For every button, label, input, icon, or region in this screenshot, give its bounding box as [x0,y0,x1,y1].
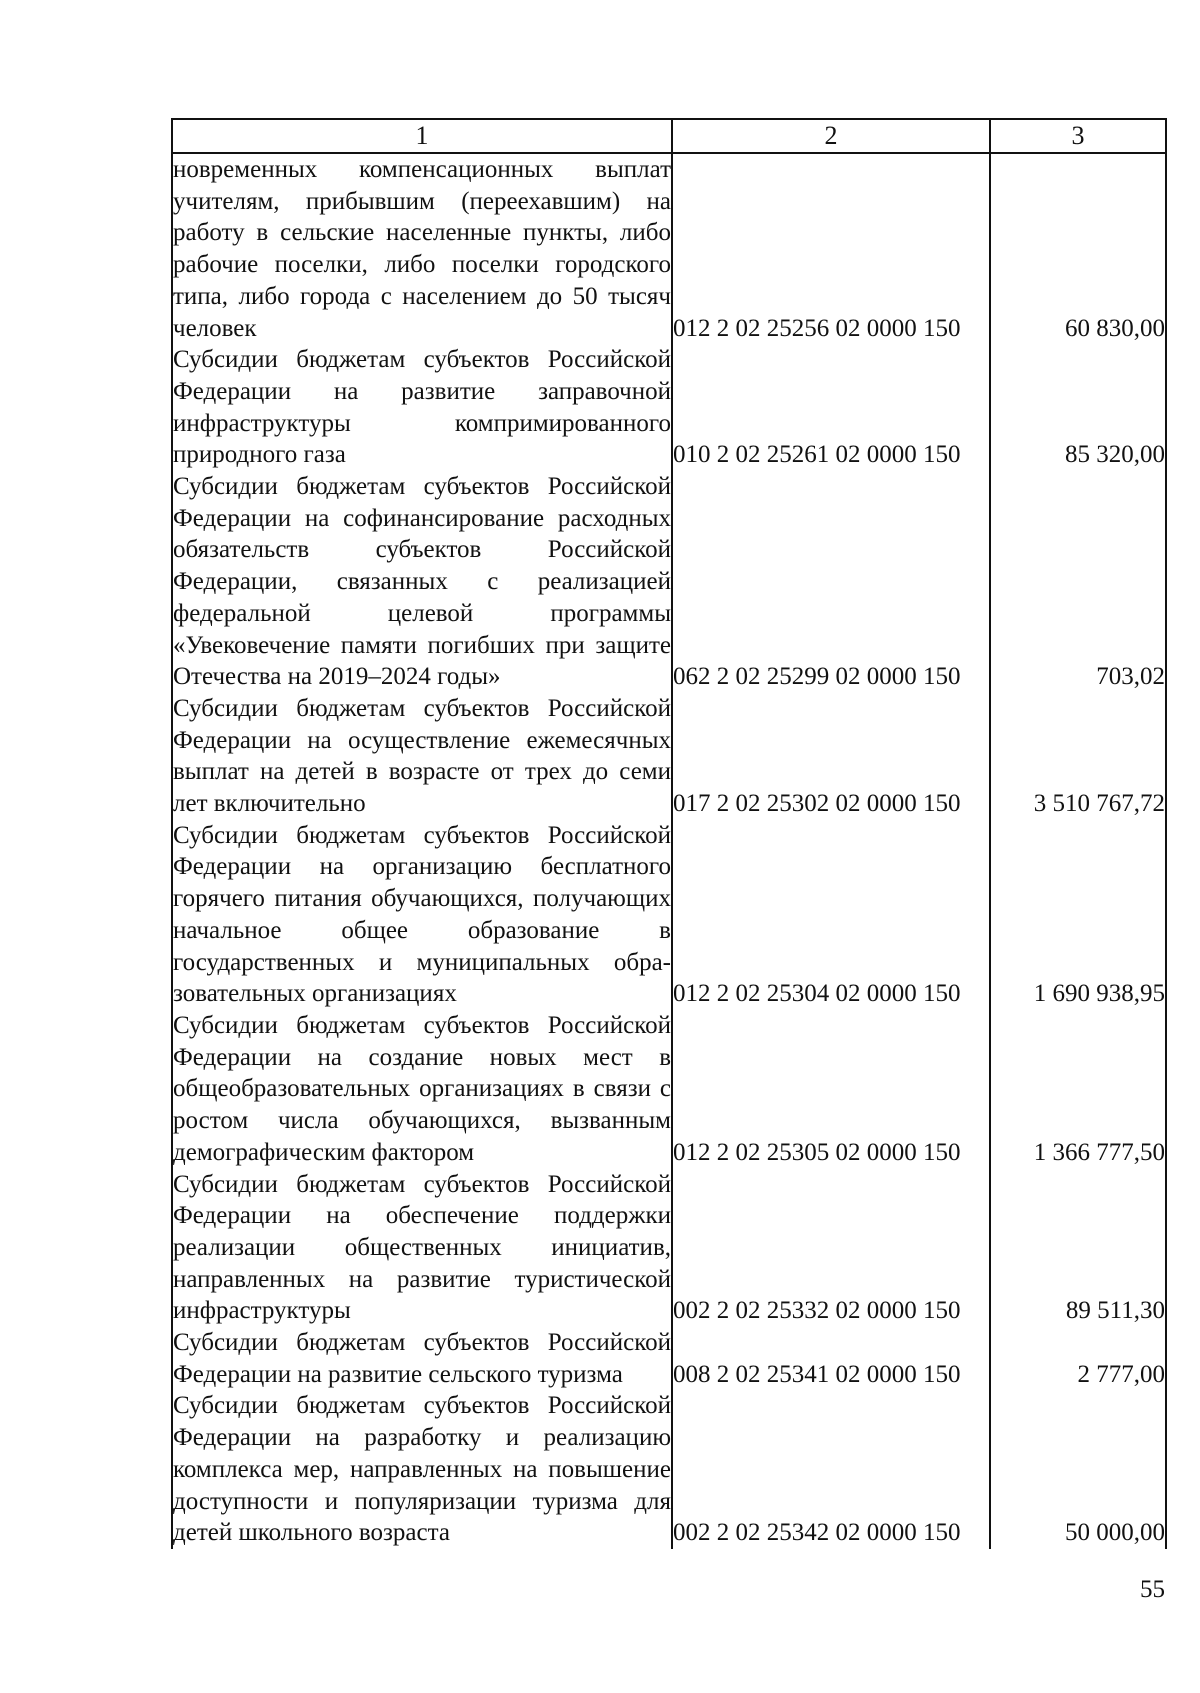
table-header [172,119,1166,153]
row-description: Субсидии бюджетам субъектов Российской Федерации на организацию бесплатного горячего питания обучающихся, получающих начальное общее образование в государственных и муниципальных образовательных организациях [172,820,672,1010]
row-description: Субсидии бюджетам субъектов Российской Федерации на обеспечение поддержки реализации общественных инициатив, направленных на развитие туристической инфраструктуры [172,1169,672,1328]
row-code: 062 2 02 25299 02 0000 150 [672,471,990,693]
row-description: Субсидии бюджетам субъектов Российской Федерации на разработку и реализацию комплекса мер, направленных на повышение доступности и популяризации туризма для детей школьного возраста [172,1390,672,1549]
row-amount: 1 690 938,95 [990,820,1166,1010]
row-code: 008 2 02 25341 02 0000 150 [672,1327,990,1390]
header-row [172,119,1166,153]
row-amount: 50 000,00 [990,1390,1166,1549]
row-code: 010 2 02 25261 02 0000 150 [672,344,990,471]
row-amount: 2 777,00 [990,1327,1166,1390]
table-row [172,1327,1166,1390]
row-amount: 703,02 [990,471,1166,693]
table-row [172,693,1166,820]
row-code: 017 2 02 25302 02 0000 150 [672,693,990,820]
table-row [172,820,1166,1010]
row-amount: 1 366 777,50 [990,1010,1166,1169]
row-description: Субсидии бюджетам субъектов Российской Федерации на создание новых мест в общеобразовательных организациях в связи с ростом числа обучающихся, вызванным демографическим фактором [172,1010,672,1169]
row-description: Субсидии бюджетам субъектов Российской Федерации на софинансирование расходных обязательств субъектов Российской Федерации, связанных с реализацией федеральной целевой программы «Увековечение памяти погибших при защите Отечества на 2019–2024 годы» [172,471,672,693]
table-body [172,153,1166,1549]
row-description: Субсидии бюджетам субъектов Российской Федерации на осуществление ежемесячных выплат на детей в возрасте от трех до семи лет включительно [172,693,672,820]
row-code: 012 2 02 25256 02 0000 150 [672,153,990,344]
row-amount: 3 510 767,72 [990,693,1166,820]
row-amount: 89 511,30 [990,1169,1166,1328]
document-page [171,118,1165,1558]
page-number: 55 [1140,1576,1165,1603]
table-row [172,1169,1166,1328]
header-col-2: 2 [672,119,990,153]
row-code: 002 2 02 25342 02 0000 150 [672,1390,990,1549]
row-amount: 85 320,00 [990,344,1166,471]
header-col-1: 1 [172,119,672,153]
row-amount: 60 830,00 [990,153,1166,344]
row-code: 012 2 02 25304 02 0000 150 [672,820,990,1010]
row-code: 012 2 02 25305 02 0000 150 [672,1010,990,1169]
row-description: Субсидии бюджетам субъектов Российской Федерации на развитие заправочной инфраструктуры компримированного природного газа [172,344,672,471]
header-col-3: 3 [990,119,1166,153]
table-row [172,1010,1166,1169]
table-row [172,153,1166,344]
table-row [172,471,1166,693]
table-row [172,344,1166,471]
budget-table [171,118,1167,1549]
row-description: Субсидии бюджетам субъектов Российской Федерации на развитие сельского туризма [172,1327,672,1390]
row-description: новременных компенсационных выплат учителям, прибывшим (переехавшим) на работу в сельские населенные пункты, либо рабочие поселки, либо поселки городского типа, либо города с населением до 50 тысяч человек [172,153,672,344]
row-code: 002 2 02 25332 02 0000 150 [672,1169,990,1328]
table-row [172,1390,1166,1549]
